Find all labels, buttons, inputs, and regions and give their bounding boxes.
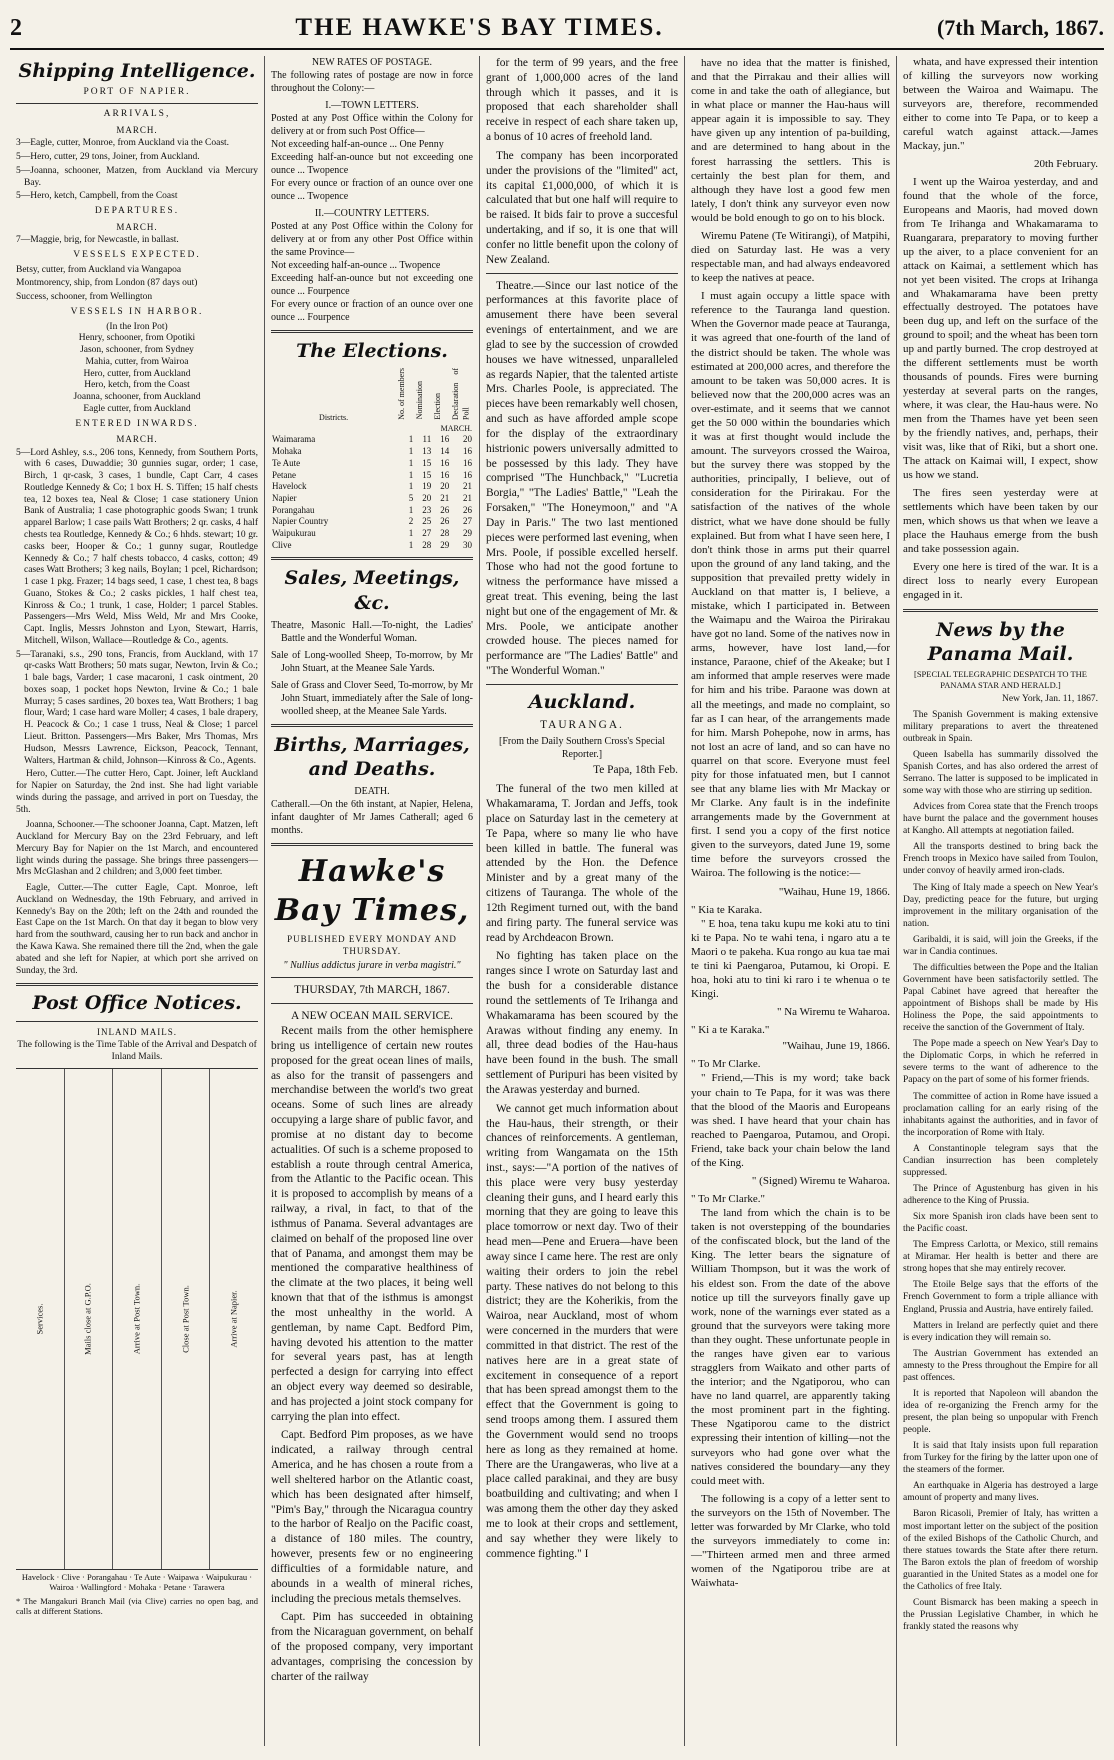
death-notice: Catherall.—On the 6th instant, at Napier, Helena, infant daughter of Mr James Catherall; aged 6 months. bbox=[271, 799, 473, 837]
mail-column: Close at Post Town. bbox=[162, 1069, 211, 1569]
mail-footnote: * The Mangakuri Branch Mail (via Clive) carries no open bag, and calls at different Stations. bbox=[16, 1595, 258, 1617]
column-2: NEW RATES OF POSTAGE. The following rates of postage are now in force throughout the Colony:— I.—TOWN LETTERS. Posted at any Post Office within the Colony for delivery at or from such Post Office— Not exceeding half-an-ounce ... One Penny Exceeding half-an-ounce but not exceeding one ounce ... Twopence For every ounce or fraction of an ounce over one ounce ... Twopence II.—COUNTRY LETTERS. Posted at any Post Office within the Colony for delivery at or from any other Post Office within the same Province— Not exceeding half-an-ounce ... Twopence Exceeding half-an-ounce but not exceeding one ounce ... Fourpence For every ounce or fraction of an ounce over one ounce ... Fourpence The Elections. Districts. No. of members Nomination Election Declaration of Poll MARCH. Waimarama 1 11 16 20 Mohaka 1 13 14 16 Te Aute 1 15 16 16 Petane 1 15 16 16 Havelock 1 19 20 21 Napier 5 20 21 21 Porangahau 1 23 26 26 Napier Country 2 25 26 27 Waipukurau 1 27 28 29 Clive 1 28 29 30 Sales, Meetings, &c. Theatre, Masonic Hall.—To-night, the Ladies' Battle and the Wonderful Woman. Sale of Long-woolled Sheep, To-morrow, by Mr John Stuart, at the Meanee Sale Yards. Sale of Grass and Clover Seed, To-morrow, by Mr John Stuart, immediately after the Sale of long-woolled sheep, at the Meanee Sale Yards. Births, Marriages, and Deaths. DEATH. Catherall.—On the 6th instant, at Napier, Helena, infant daughter of Mr James Catherall; aged 6 months. Hawke's Bay Times, PUBLISHED EVERY MONDAY AND THURSDAY. " Nullius addictus jurare in verba magistri." THURSDAY, 7th MARCH, 1867. A NEW OCEAN MAIL SERVICE. Recent mails from the other hemisphere bring us intelligence of certain new routes proposed for the great ocean lines of mails, as also for the transit of passengers and merchandise between the world's two great oceans. Some of such lines are already occupying a large share of public favor, and promise at no distant day to become actualities. Of such is a scheme proposed to establish a route through central America, from the Atlantic to the Pacific ocean. This it is proposed to accomplish by means of a railway, a rival, in fact, to that of the isthmus of Panama. Several advantages are claimed on behalf of the proposed line over that of Panama, and amongst them may be mentioned the comparative healthiness of the climate at the two places, it being well known that that of the isthmus is amongst the most unhealthy in the world. A gentleman, by name Capt. Bedford Pim, having devoted his attention to the matter for several years past, has at length perfected a design for carrying into effect an object every way deemed so desirable, and has projected a joint stock company for carrying the plan into effect. Capt. Bedford Pim proposes, as we have indicated, a railway through central America, and he has chosen a route from a well sheltered harbor on the Atlantic coast, which has been designated after himself, "Pim's Bay," through the Nicaragua country to the harbor of Realjo on the Pacific coast, a distance of 180 miles. The country, however, presents few or no engineering difficulties of a formidable nature, and abounds in a wealth of mineral riches, including the precious metals themselves. Capt. Pim has succeeded in obtaining from the Nicaraguan government, on behalf of the proposed company, very important advantages, comprising the concession by charter of the railway bbox=[265, 56, 480, 1746]
table-row: Napier Country 2 25 26 27 bbox=[272, 516, 472, 527]
inwards-title: ENTERED INWARDS. bbox=[75, 418, 199, 429]
table-row: Waipukurau 1 27 28 29 bbox=[272, 527, 472, 538]
inland-mails-title: INLAND MAILS. bbox=[97, 1026, 177, 1037]
list-item: 5—Joanna, schooner, Matzen, from Auckland via Mercury Bay. bbox=[16, 165, 258, 188]
column-3: for the term of 99 years, and the free grant of 1,000,000 acres of the land through which it passes, and it is proposed that each shareholder shall receive in respect of each share taken up, a bonus of 10 acres of freehold land. The company has been incorporated under the provisions of the "limited" act, its capital £1,000,000, of which it is calculated that but one half will require to be raised. It bids fair to prove a succesful undertaking, and if so, it is one that will confer no little benefit upon the colony of New Zealand. Theatre.—Since our last notice of the performances at this favorite place of amusement there have been several evenings of entertainment, and we are glad to see by the succession of crowded houses we have witnessed, unparalleled as regards Napier, that the talented artiste Mrs. Charles Poole, is appreciated. The pieces have been remarkably well chosen, and such as have afforded ample scope for the display of the extraordinary histrionic powers universally admitted to be possessed by this lady. They have comprised "The Hunchback," "Lucretia Borgia," "The Ladies' Battle," "Leah the Forsaken," "The Honeymoon," and "A Day in Paris." The two last mentioned pieces were performed last evening, when Mrs. Poole, if possible excelled herself. Those who had not the good fortune to witness the performance have missed a great treat. This evening, being the last night but one of the engagement of Mr. & Mrs. Poole, we anticipate another crowded house. The pieces named for performance are "The Ladies' Battle" and "The Wonderful Woman." Auckland. TAURANGA. [From the Daily Southern Cross's Special Reporter.] Te Papa, 18th Feb. The funeral of the two men killed at Whakamarama, T. Jordan and Jeffs, took place on Saturday last in the cemetery at Te Papa, where so many lie who have been killed in battle. The funeral was attended by the Hon. the Defence Minister and by a great many of the citizens of Tauranga. The whole of the 12th Regiment turned out, with the band and firing party. The funeral service was read by Archdeacon Brown. No fighting has taken place on the ranges since I wrote on Saturday last and the bush for a considerable distance round the settlements of Te Irihanga and Whakamarama has been scoured by the Arawas without finding any enemy. In all, three dead bodies of the Hau-haus have been found in the bush. The small settlement of Puripuri has been visited by the Arawas yesterday and burned. We cannot get much information about the Hau-haus, their strength, or their chances of reinforcements. A gentleman, writing from Wangamata on the 15th inst., says:—"A portion of the natives of this place were very busy yesterday cleaning their guns, and I heard early this morning that they are going to leave this place tomorrow or next day. Two of their head men—Pene and Eruera—have been away since I came here. The rest are only waiting their orders to join the rebel party. These natives do not belong to this district; they are the Koherikis, from the Wairoa, near Auckland, most of whom were concerned in the murders that were committed in that district. The rest of the natives here are in a great state of excitement in consequence of a report that has been spread amongst them to the effect that the Government is going to send troops among them. I assured them the Government would send no troops here as long as they remained at home. There are the Urangaweras, who live at a place called parakinai, and they are busy boatbuilding and cultivating; and when I was among them the other day they asked me to look at their crops and settlement, and say whether they were likely to commence fighting." I bbox=[480, 56, 685, 1746]
table-row: Havelock 1 19 20 21 bbox=[272, 481, 472, 492]
list-item: Hero, cutter, from Auckland bbox=[83, 368, 191, 379]
table-row: Porangahau 1 23 26 26 bbox=[272, 504, 472, 515]
list-item: Montmorency, ship, from London (87 days out) bbox=[16, 278, 198, 289]
expected-list bbox=[16, 265, 258, 304]
harbor-title: VESSELS IN HARBOR. bbox=[70, 306, 204, 317]
english-letter: " Friend,—This is my word; take back your chain to Te Papa, for it was was there that the blood of the Maoris and Europeans was shed. I have heard that your chain has reached to Paengaroa, Putamou, and Oropi. Friend, take back your chain below the land of the King. bbox=[691, 1072, 890, 1169]
list-item: 3—Eagle, cutter, Monroe, from Auckland via the Coast. bbox=[16, 138, 230, 149]
shipping-note: Joanna, Schooner.—The schooner Joanna, Capt. Matzen, left Auckland for Mercury Bay on the 23rd February, and left Mercury Bay for Napier on the 1st March, and encountered light winds during the passage. She brings three passengers—Mrs McGlashan and 2 children; and 3,000 feet timber. bbox=[16, 820, 258, 878]
elections-table: Districts. No. of members Nomination Election Declaration of Poll MARCH. Waimarama 1 11 16 20 Mohaka 1 13 14 16 Te Aute 1 15 16 16 Petane 1 15 16 16 Havelock 1 19 20 21 Napier 5 20 21 21 Porangahau 1 23 26 26 Napier Country 2 25 26 27 Waipukurau 1 27 28 29 Clive 1 28 29 30 bbox=[272, 367, 472, 550]
shipping-heading: Shipping Intelligence. bbox=[18, 60, 256, 82]
list-item: Jason, schooner, from Sydney bbox=[80, 345, 194, 356]
departures-title: DEPARTURES. bbox=[94, 206, 180, 217]
auckland-heading: Auckland. bbox=[528, 690, 636, 713]
inwards-list bbox=[16, 448, 258, 768]
sales-notice: Theatre, Masonic Hall.—To-night, the Ladies' Battle and the Wonderful Woman. bbox=[271, 619, 473, 644]
table-row: Mohaka 1 13 14 16 bbox=[272, 446, 472, 457]
table-row: Clive 1 28 29 30 bbox=[272, 539, 472, 550]
panama-heading: News by the Panama Mail. bbox=[927, 618, 1074, 665]
theatre-notice: Theatre.—Since our last notice of the performances at this favorite place of amusement there have been several evenings of entertainment, and we are glad to see by the succession of crowded houses we have witnessed, unparalleled as regards Napier, that the talented artiste Mrs. Charles Poole, is appreciated. The pieces have been remarkably well chosen, and such as have afforded ample scope for the display of the extraordinary histrionic powers universally admitted to be possessed by this lady. They have comprised "The Hunchback," "Lucretia Borgia," "The Ladies' Battle," "Leah the Forsaken," "The Honeymoon," and "A Day in Paris." The two last mentioned pieces were performed last evening, when Mrs. Poole, if possible excelled herself. Those who had not the good fortune to witness the performance have missed a great treat. This evening, being the last night but one of the engagement of Mr. & Mrs. Poole, we anticipate another crowded house. The pieces named for performance are "The Ladies' Battle" and "The Wonderful Woman." bbox=[486, 279, 678, 678]
list-item: Mahia, cutter, from Wairoa bbox=[85, 356, 189, 367]
mail-timetable bbox=[16, 1068, 258, 1570]
list-item: Eagle cutter, from Auckland bbox=[83, 403, 191, 414]
list-item: 5—Hero, ketch, Campbell, from the Coast bbox=[16, 191, 178, 202]
column-4: have no idea that the matter is finished, and that the Pirrakau and their allies will come in and take the oath of allegiance, but in what place or manner the Hau-haus will appear again it is impossible to say. They have given up any intention of pa-building, and are determined to hang about in the forest harrassing the settlers. This is certainly the best plan for them, and although they have lost a good few men lately, I don't think any surveyor even now would be bold enough to go on to his block. Wiremu Patene (Te Witirangi), of Matpihi, died on Saturday last. He was a very respectable man, and had always endeavored to keep the natives at peace. I must again occupy a little space with reference to the Tauranga land question. When the Governor made peace at Tauranga, it was agreed that one-fourth of the land of the district should be taken. The whole was estimated at 200,000 acres, and therefore the amount to be taken was 50,000 acres. It is believed now that the 200,000 acres was an over-estimate, and it seems that we cannot get the 50 000 within the boundaries which it was at first thought would include the amount. The surveyors crossed the Wairoa, but the survey there was stopped by the authorities, principally, I believe, out of consideration for the Pirirakau. For the satisfaction of the natives of the whole district, what we have done should be fully explained. But from what I have seen here, I don't think those in arms put their quarrel upon the ground of any land taking, and the supposition that prevailed pretty widely in Auckland on that matter is, I believe, a mistake, which I participated in. Between the Waimapu and the Wairoa the Pirirakau have got no land. Some of the natives now in arms, however, have lost land,—for instance, Paraone, chief of the Akeake; but I am informed that ample reserves were made for him and his tribe. Paraone was down at all the meetings, and made no complaint, so far as I can hear, of the arrangements made for him. Marsh Pohepohe, now in arms, has not lost an acre of land, and so can have no quarrel on that score. Everyone must feel pity for those infatuated men, but I cannot see that any blame lies with Mr Mackay or Mr Clarke. Any fault is in the indefinite arrangements made by the Government at first. I send you a copy of the first notice given to the surveyors, dated June 19, some time before the surveyors crossed the Wairoa. The following is the notice:— "Waihau, Hune 19, 1866. " Kia te Karaka. " E hoa, tena taku kupu me koki atu to tini ki te Papa. No te wahi tena, i ngaro atu a te Maori o te pakeha. Kua rongo au kua tae mai te tini ki Paengaroa, Putamou, ki Oropi. E hoa, hoki atu to tini ki raro i te whenua o te Kingi. " Na Wiremu te Waharoa. " Ki a te Karaka." "Waihau, June 19, 1866. " To Mr Clarke. " Friend,—This is my word; take back your chain to Te Papa, for it was was there that the blood of the Maoris and Europeans was shed. I have heard that your chain has reached to Paengaroa, Putamou, and Oropi. Friend, take back your chain below the land of the King. " (Signed) Wiremu te Waharoa. " To Mr Clarke." The land from which the chain is to be taken is not overstepping of the boundaries of the confiscated block, but the land of the King. The letter bears the signature of William Thompson, but it was the work of his eldest son. From the date of the above notice up till the surveyors finally gave up work, none of the warnings ever stated as a ground that the surveyors were taking more than they ought. These unfortunate people in the ranges have given ear to various stragglers from Waikato and other parts of the interior; and the Ngatiporou, who can have no land quarrel, are apparently taking the most prominent part in the fighting. These Ngatiporou came to the district expressing their intention of killing—not the surveyors who had gone over what the natives considered the boundary—any they could meet with. The following is a copy of a letter sent to the surveyors on the 15th of November. The letter was forwarded by Mr Clarke, who told the surveyors immediately to come in:—"Thirteen armed men and three armed women of the Ngatiporou tribe are at Waiwhata- bbox=[685, 56, 897, 1746]
expected-title: VESSELS EXPECTED. bbox=[73, 249, 201, 260]
post-office-heading: Post Office Notices. bbox=[32, 992, 242, 1015]
column-5: whata, and have expressed their intention of killing the surveyors now working between the Wairoa and Waimapu. The surveyors are, therefore, recommended either to come into Te Papa, or to keep a careful watch against attack.—James Mackay, jun." 20th February. I went up the Wairoa yesterday, and and found that the whole of the force, Europeans and Maoris, had moved down from Te Irihanga and Whakamarama to Ruangarara, preparatory to moving further up the aiver, to a place convenient for an attack on Kaimai, a settlement which has not yet been visited. The crops at Irihanga and Whakamarama have been pretty effectually destroyed. The potatoes have been dug up, and left on the surface of the ground to spoil; and the wheat has been torn up and partly burned. The crop destroyed at the different settlements must be worth thousands of pounds. Fires were burning yesterday at several parts on the ranges, where, it was clear, the Hau-haus were. No men from the Thames have yet been seen by the friendly natives, and, perhaps, their visit was, like that of Riki, but a short one. The attack on Kaimai will, I expect, show us how we stand. The fires seen yesterday were at settlements which have been taken by our men, which shows us that when we leave a place the Hauhaus emerge from the bush and take possession again. Every one here is tired of the war. It is a direct loss to nearly every European engaged in it. News by the Panama Mail. [SPECIAL TELEGRAPHIC DESPATCH TO THE PANAMA STAR AND HERALD.] New York, Jan. 11, 1867. The Spanish Government is making extensive military preparations to avert the threatened outbreak in Spain. Queen Isabella has summarily dissolved the Spanish Cortes, and has also ordered the arrest of Serrano. The latter is supposed to be implicated in some way with those who are stirring up sedition. Advices from Corea state that the French troops have burnt the palace and the government houses at Kangho. All attempts at negotiation failed. All the transports destined to bring back the French troops in Mexico have sailed from Toulon, under convoy of heavily armed iron-clads. The King of Italy made a speech on New Year's Day, predicting peace for the future, but urging improvement in the military organisation of the nation. Garibaldi, it is said, will join the Greeks, if the war in Candia continues. The difficulties between the Pope and the Italian Government have been satisfactorily settled. The Papal Cabinet have agreed that hereafter the appointment of Bishops shall be made by His Holiness the Pope, the said appointments to receive the sanction of the Government of Italy. The Pope made a speech on New Year's Day to the Diplomatic Corps, in which he referred in severe terms to the want of adherence to the Papacy on the part of some of his former friends. The committee of action in Rome have issued a proclamation calling for an early rising of the inhabitants against the authorities, and in favor of the incorporation of Rome with Italy. A Constantinople telegram says that the Candian insurrection has been completely suppressed. The Prince of Agustenburg has given in his adherence to the King of Prussia. Six more Spanish iron clads have been sent to the Pacific coast. The Empress Carlotta, or Mexico, still remains at Miramar. Her health is better and there are strong hopes that she may entirely recover. The Etoile Belge says that the efforts of the French Government to form a triple alliance with England, Prussia and Austria, have entirely failed. Matters in Ireland are perfectly quiet and there is every indication they will remain so. The Austrian Government has extended an amnesty to the Press throughout the Empire for all past offences. It is reported that Napoleon will abandon the idea of re-organizing the French army for the present, the plan being so unpopular with French people. It is said that Italy insists upon full reparation from Turkey for the firing by the latter upon one of the steamers of the former. An earthquake in Algeria has destroyed a large amount of property and many lives. Baron Ricasoli, Premier of Italy, has written a most important letter on the subject of the position of the exiled Bishops of the Catholic Church, and there statues towards the State after there return. The Baron extols the plan of freedom of worship guarantied in the United States as a model one for the Catholics of free Italy. Count Bismarck has been making a speech in the Prussian Legislative Chamber, in which he frankly stated the reasons why bbox=[903, 56, 1098, 1632]
mail-column: Mails close at G.P.O. bbox=[65, 1069, 114, 1569]
mail-column: Arrive at Napier. bbox=[228, 1289, 239, 1348]
list-item: Success, schooner, from Wellington bbox=[16, 292, 153, 303]
table-row: Waimarama 1 11 16 20 bbox=[272, 434, 472, 445]
harbor-list bbox=[16, 333, 258, 415]
list-item: 5—Lord Ashley, s.s., 206 tons, Kennedy, from Southern Ports, with 6 cases, Duwaddie; 30 gunnies sugar, order; 1 case, Birch, 1 qr-cask, 3 cases, 1 bundle, Capt Carr, 4 cases Routledge Kennedy & Co; 1 box H. S. Tiffen; 15 half chests tea, 12 boxes tea, Neal & Close; 1 case stationery Union Bank of Australia; 1 case photographic goods Swan; 1 trunk apparel Barlow; 1 case pails Watt Brothers; 2 qr. casks, 4 half chests tea Routledge, Kennedy & Co.; 6 hhds. stewart; 10 gr. casks beer, Hooper & Co.; 1 gunny sugar, Routledge Kennedy & Co.; 7 half chests tobacco, 4 casks, cotton; 49 cases Watt Brothers; 3 keg nails, Boylan; 1 pcel, Richardson; 1 case 1 pkg. Frazer; 14 bags seed, 1 case, 1 chest tea, 8 bags Guano, Stokes & Co.; 2 casks pickles, 1 half chest tea, Kinross & Co.; 1 trunk, 1 case, Holder; 1 parcel Stables. Passengers—Mrs Weld, Miss Weld, Mr and Mrs Cooke, Capt. Inglis, Messrs Johnston and Lyon, Stewart, Harris, Mitchell, Wilson, Wallace—Routledge & Co., agents. bbox=[16, 447, 258, 646]
postage-title: NEW RATES OF POSTAGE. bbox=[311, 57, 433, 68]
mail-routes: Havelock · Clive · Porangahau · Te Aute · Waipawa · Waipukurau · Wairoa · Wallingford · Mohaka · Petane · Tarawera bbox=[21, 1571, 253, 1593]
list-item: Henry, schooner, from Opotiki bbox=[78, 333, 196, 344]
paper-date: THURSDAY, 7th MARCH, 1867. bbox=[294, 984, 450, 997]
arrivals-title: ARRIVALS, bbox=[103, 109, 171, 120]
list-item: 5—Taranaki, s.s., 290 tons, Francis, from Auckland, with 17 qr-casks Watt Brothers; 50 mats sugar, Newton, Irvin & Co.; 1 bale bags, Varder; 1 case macaroni, 1 cask ointment, 20 boxes soap, 1 pocket hops Newton, Irvine & Co.; 1 bale Murray; 5 cases sardines, 20 boxes tea, Watt Brothers; 1 bag flour, Ward; 1 case hard ware Moller; 4 cases, 1 bale drapery, H. Peacock & Co.; 1 case 1 truss, Neal & Close; 1 parcel Lieut. Britton. Passengers—Mrs Baker, Mrs Thomas, Mrs Hudson, Messrs Lawrence, Eickson, Peacock, Tennant, Walters, Hartman & child, Johnson—Kinross & Co., Agents. bbox=[16, 649, 258, 766]
list-item: Hero, ketch, from the Coast bbox=[84, 380, 190, 391]
table-row: Petane 1 15 16 16 bbox=[272, 469, 472, 480]
issue-date: (7th March, 1867. bbox=[936, 15, 1104, 40]
bmd-heading: Births, Marriages, and Deaths. bbox=[274, 733, 470, 781]
masthead bbox=[10, 14, 1104, 50]
port-title: PORT OF NAPIER. bbox=[83, 86, 191, 97]
page-number: 2 bbox=[10, 15, 22, 41]
newspaper-title: THE HAWKE'S BAY TIMES. bbox=[295, 14, 664, 41]
sales-notice: Sale of Long-woolled Sheep, To-morrow, by Mr John Stuart, at the Meanee Sale Yards. bbox=[271, 649, 473, 674]
paper-title: Hawke's Bay Times, bbox=[274, 854, 470, 929]
maori-letter: " E hoa, tena taku kupu me koki atu to tini ki te Papa. No te wahi tena, i ngaro atu a te Maori o te pakeha. Kua rongo au kua tae mai te tini ki Paengaroa, Putamou, ki Oropi. E hoa, hoki atu to tini ki raro i te whenua o te Kingi. bbox=[691, 917, 890, 1001]
sales-notice: Sale of Grass and Clover Seed, To-morrow, by Mr John Stuart, immediately after the Sale of long-woolled sheep, at the Meanee Sale Yards. bbox=[271, 679, 473, 717]
list-item: 5—Hero, cutter, 29 tons, Joiner, from Auckland. bbox=[16, 152, 200, 162]
list-item: 7—Maggie, brig, for Newcastle, in ballast. bbox=[16, 234, 179, 245]
shipping-note: Eagle, Cutter.—The cutter Eagle, Capt. Monroe, left Auckland on Wednesday, the 19th February, and arrived in Kennedy's Bay on the 20th; left on the 24th and rounded the East Cape on the 1st March. On that day it began to blow very hard from the southward, causing her to run back and anchor in the Kawa Kawa. She remained there till the 2nd, when the gale abated and she left for Napier, at which port she arrived on Sunday, the 3rd. bbox=[16, 883, 258, 976]
mail-column: Services. bbox=[16, 1069, 65, 1569]
arrivals-list bbox=[16, 138, 258, 203]
list-item: Joanna, schooner, from Auckland bbox=[73, 392, 201, 403]
table-row: Te Aute 1 15 16 16 bbox=[272, 457, 472, 468]
column-1: Shipping Intelligence. PORT OF NAPIER. ARRIVALS, MARCH. 3—Eagle, cutter, Monroe, from Auckland via the Coast. 5—Hero, cutter, 29 tons, Joiner, from Auckland. 5—Joanna, schooner, Matzen, from Auckland via Mercury Bay. 5—Hero, ketch, Campbell, from the Coast DEPARTURES. MARCH. 7—Maggie, brig, for Newcastle, in ballast. VESSELS EXPECTED. Betsy, cutter, from Auckland via Wangapoa Montmorency, ship, from London (87 days out) Success, schooner, from Wellington VESSELS IN HARBOR. (In the Iron Pot) Henry, schooner, from Opotiki Jason, schooner, from Sydney Mahia, cutter, from Wairoa Hero, cutter, from Auckland Hero, ketch, from the Coast Joanna, schooner, from Auckland Eagle cutter, from Auckland ENTERED INWARDS. MARCH. 5—Lord Ashley, s.s., 206 tons, Kennedy, from Southern Ports, with 6 cases, Duwaddie; 30 gunnies sugar, order; 1 case, Birch, 1 qr-cask, 3 cases, 1 bundle, Capt Carr, 4 cases Routledge Kennedy & Co; 1 box H. S. Tiffen; 15 half chests tea, 12 boxes tea, Neal & Close; 1 case stationery Union Bank of Australia; 1 case photographic goods Swan; 1 trunk apparel Barlow; 1 case pails Watt Brothers; 2 qr. casks, 4 half chests tea Routledge, Kennedy & Co.; 6 hhds. stewart; 10 gr. casks beer, Hooper & Co.; 1 gunny sugar, Routledge Kennedy & Co.; 7 half chests tobacco, 4 casks, cotton; 49 cases Watt Brothers; 3 keg nails, Boylan; 1 pcel, Richardson; 1 case 1 pkg. Frazer; 14 bags seed, 1 case, 1 chest tea, 8 bags Guano, Stokes & Co.; 2 casks pickles, 1 half chest tea, Kinross & Co.; 1 trunk, 1 case, Holder; 1 parcel Stables. Passengers—Mrs Weld, Miss Weld, Mr and Mrs Cooke, Capt. Inglis, Messrs Johnston and Lyon, Stewart, Harris, Mitchell, Wilson, Wallace—Routledge & Co., agents. 5—Taranaki, s.s., 290 tons, Francis, from Auckland, with 17 qr-casks Watt Brothers; 50 mats sugar, Newton, Irvin & Co.; 1 bale bags, Varder; 1 case macaroni, 1 cask ointment, 20 boxes soap, 1 pocket hops Newton, Irvine & Co.; 1 bale Murray; 5 cases sardines, 20 boxes tea, Watt Brothers; 1 bag flour, Ward; 1 case hard ware Moller; 4 cases, 1 bale drapery, H. Peacock & Co.; 1 case 1 truss, Neal & Close; 1 parcel Lieut. Britton. Passengers—Mrs Baker, Mrs Thomas, Mrs Hudson, Messrs Lawrence, Eickson, Peacock, Tennant, Walters, Hartman & child, Johnson—Kinross & Co., Agents. Hero, Cutter.—The cutter Hero, Capt. Joiner, left Auckland for Napier on Saturday, the 2nd inst. She had light variable winds during the passage, and arrived in port on Tuesday, the 5th. Joanna, Schooner.—The schooner Joanna, Capt. Matzen, left Auckland for Mercury Bay on the 23rd February, and left Mercury Bay for Napier on the 1st March, and encountered light winds during the passage. She brings three passengers—Mrs McGlashan and 2 children; and 3,000 feet timber. Eagle, Cutter.—The cutter Eagle, Capt. Monroe, left Auckland on Wednesday, the 19th February, and arrived in Kennedy's Bay on the 20th; left on the 24th and rounded the East Cape on the 1st March. On that day it began to blow very hard from the southward, causing her to run back and anchor in the Kawa Kawa. She remained there till the 2nd, when the gale abated and she left for Napier, at which port she arrived on Sunday, the 3rd. Post Office Notices. INLAND MAILS. The following is the Time Table of the Arrival and Despatch of Inland Mails. Services. Mails close at G.P.O. Arrive at Post Town. Close at Post Town. Arrive at Napier. Havelock · Clive · Porangahau · Te Aute · Waipawa · Waipukurau · Wairoa · Wallingford · Mohaka · Petane · Tarawera * The Mangakuri Branch Mail (via Clive) carries no open bag, and calls at different Stations. bbox=[10, 56, 265, 1746]
elections-heading: The Elections. bbox=[296, 340, 448, 362]
article-heading: A NEW OCEAN MAIL SERVICE. bbox=[290, 1010, 454, 1023]
mail-column: Arrive at Post Town. bbox=[113, 1069, 162, 1569]
table-row: Napier 5 20 21 21 bbox=[272, 492, 472, 503]
shipping-note: Hero, Cutter.—The cutter Hero, Capt. Joiner, left Auckland for Napier on Saturday, the 2nd inst. She had light variable winds during the passage, and arrived in port on Tuesday, the 5th. bbox=[16, 769, 258, 815]
list-item: Betsy, cutter, from Auckland via Wangapoa bbox=[16, 264, 182, 275]
sales-heading: Sales, Meetings, &c. bbox=[284, 567, 460, 615]
